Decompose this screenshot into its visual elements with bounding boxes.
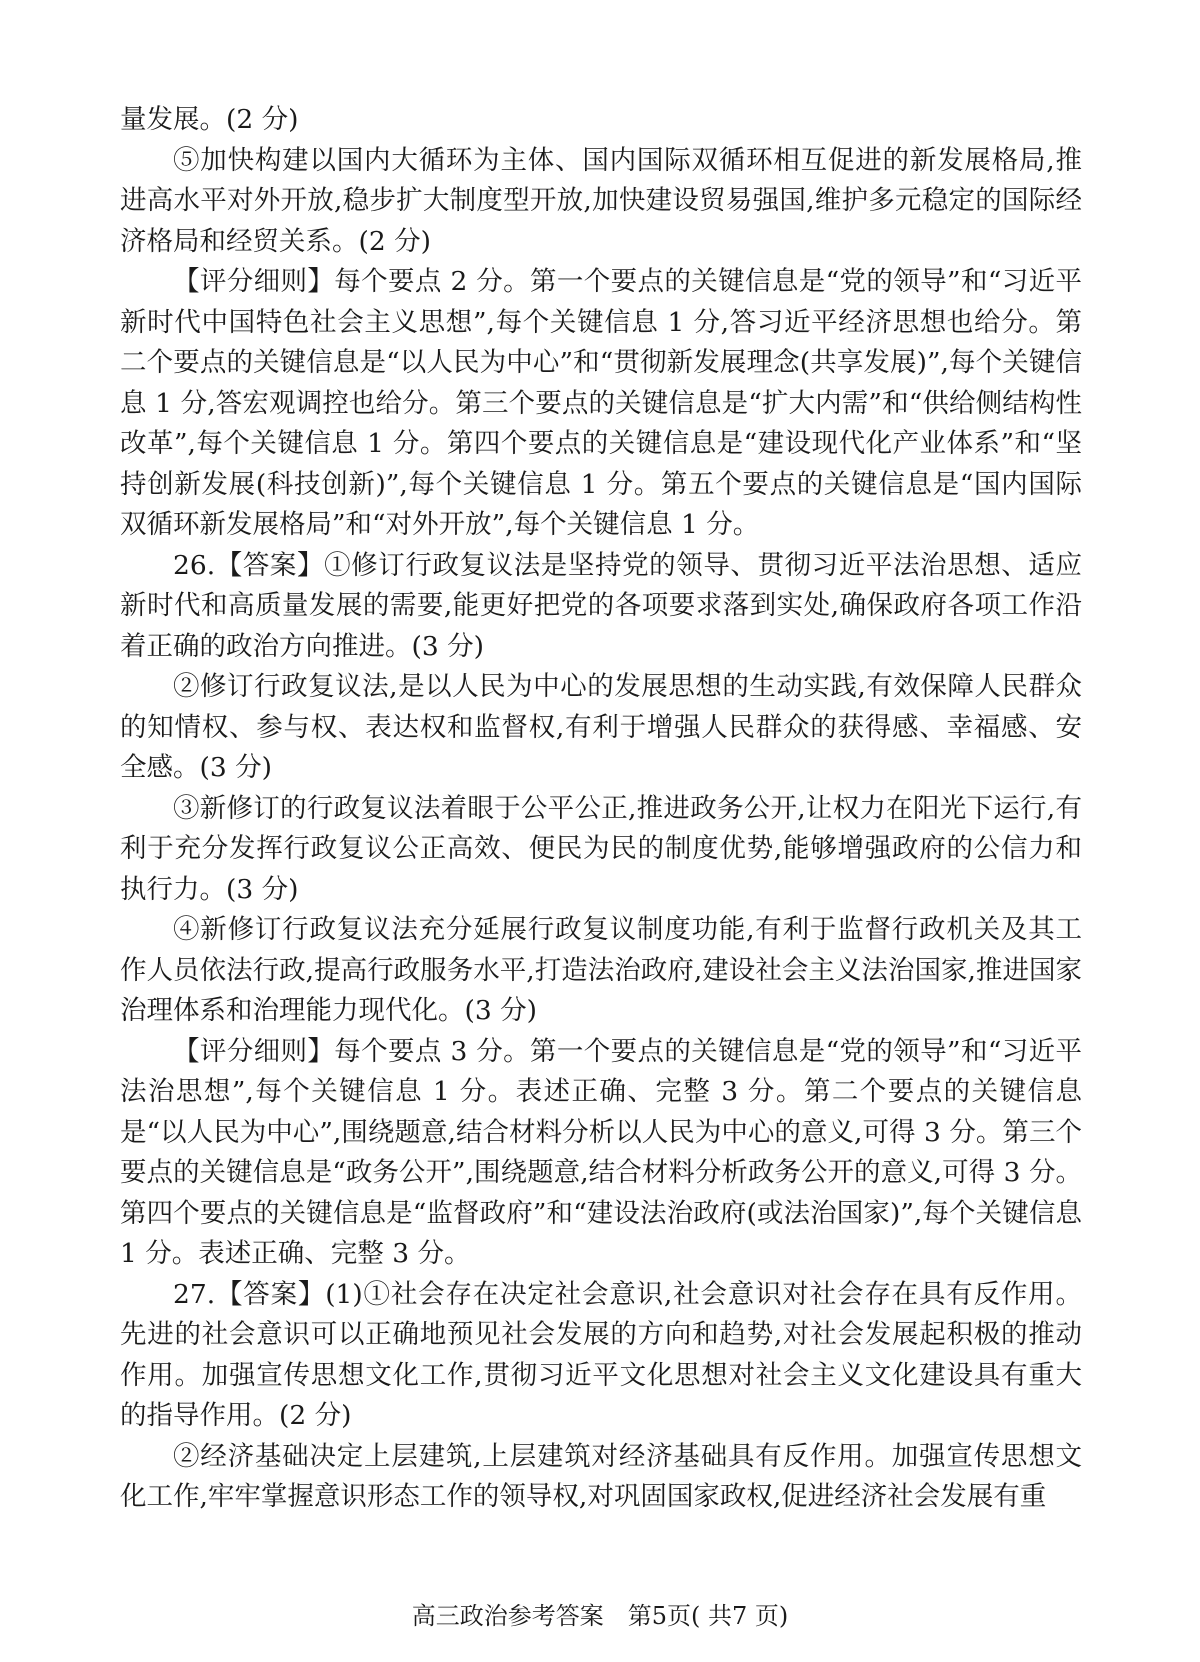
paragraph-3: 【评分细则】每个要点 2 分。第一个要点的关键信息是“党的领导”和“习近平新时代中国特色社会主义思想”,每个关键信息 1 分,答习近平经济思想也给分。第二个要点的关键信息是“以人民为中心”和“贯彻新发展理念(共享发展)”,每个关键信息 1 分,答宏观调控也给分。第三个要点的关键信息是“扩大内需”和“供给侧结构性改革”,每个关键信息 1 分。第四个要点的关键信息是“建设现代化产业体系”和“坚持创新发展(科技创新)”,每个关键信息 1 分。第五个要点的关键信息是“国内国际双循环新发展格局”和“对外开放”,每个关键信息 1 分。 bbox=[120, 266, 1082, 540]
paragraph-2: ⑤加快构建以国内大循环为主体、国内国际双循环相互促进的新发展格局,推进高水平对外开放,稳步扩大制度型开放,加快建设贸易强国,维护多元稳定的国际经济格局和经贸关系。(2 分) bbox=[120, 144, 1082, 257]
paragraph-6: ③新修订的行政复议法着眼于公平公正,推进政务公开,让权力在阳光下运行,有利于充分发挥行政复议公正高效、便民为民的制度优势,能够增强政府的公信力和执行力。(3 分) bbox=[120, 792, 1082, 905]
paragraph-7: ④新修订行政复议法充分延展行政复议制度功能,有利于监督行政机关及其工作人员依法行政,提高行政服务水平,打造法治政府,建设社会主义法治国家,推进国家治理体系和治理能力现代化。(3 分) bbox=[120, 914, 1082, 1026]
page-footer: 高三政治参考答案 第5页( 共7 页) bbox=[411, 1602, 789, 1630]
paragraph-10: ②经济基础决定上层建筑,上层建筑对经济基础具有反作用。加强宣传思想文化工作,牢牢掌握意识形态工作的领导权,对巩固国家政权,促进经济社会发展有重 bbox=[120, 1440, 1082, 1512]
paragraph-5: ②修订行政复议法,是以人民为中心的发展思想的生动实践,有效保障人民群众的知情权、参与权、表达权和监督权,有利于增强人民群众的获得感、幸福感、安全感。(3 分) bbox=[120, 671, 1082, 783]
paragraph-4: 26.【答案】①修订行政复议法是坚持党的领导、贯彻习近平法治思想、适应新时代和高质量发展的需要,能更好把党的各项要求落到实处,确保政府各项工作沿着正确的政治方向推进。(3 分) bbox=[120, 549, 1082, 662]
paragraph-9: 27.【答案】(1)①社会存在决定社会意识,社会意识对社会存在具有反作用。先进的社会意识可以正确地预见社会发展的方向和趋势,对社会发展起积极的推动作用。加强宣传思想文化工作,贯彻习近平文化思想对社会主义文化建设具有重大的指导作用。(2 分) bbox=[120, 1278, 1082, 1431]
answer-page bbox=[120, 100, 1082, 1518]
paragraph-8: 【评分细则】每个要点 3 分。第一个要点的关键信息是“党的领导”和“习近平法治思想”,每个关键信息 1 分。表述正确、完整 3 分。第二个要点的关键信息是“以人民为中心”,围绕题意,结合材料分析以人民为中心的意义,可得 3 分。第三个要点的关键信息是“政务公开”,围绕题意,结合材料分析政务公开的意义,可得 3 分。第四个要点的关键信息是“监督政府”和“建设法治政府(或法治国家)”,每个关键信息 1 分。表述正确、完整 3 分。 bbox=[120, 1035, 1082, 1269]
paragraph-1: 量发展。(2 分) bbox=[120, 104, 299, 135]
